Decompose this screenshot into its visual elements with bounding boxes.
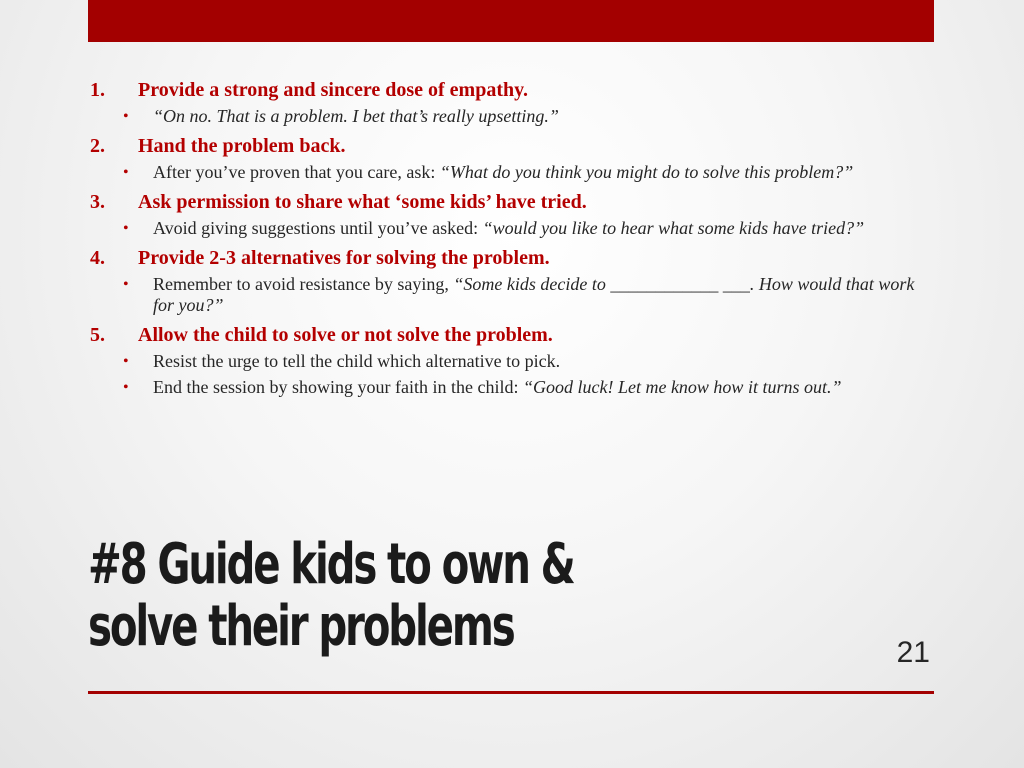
bullet-plain-text: Remember to avoid resistance by saying, [153,274,454,294]
bullet-text [153,351,920,372]
bullet-item [90,162,920,183]
bullet-quote: “What do you think you might do to solve this problem?” [439,162,854,182]
bullet-text [153,162,920,183]
slide-content [90,74,920,403]
step-number: 4. [90,247,105,269]
step-5-bullets [90,351,920,398]
step-heading: Hand the problem back. [138,135,346,157]
bullet-plain-text: Avoid giving suggestions until you’ve asked: [153,218,483,238]
bullet-item [90,218,920,239]
bullet-text [153,218,920,239]
bullet-plain-text: End the session by showing your faith in the child: [153,377,523,397]
bullet-plain-text: After you’ve proven that you care, ask: [153,162,440,182]
step-4-bullets [90,274,920,316]
step-heading: Ask permission to share what ‘some kids’ have tried. [138,191,587,213]
step-number: 2. [90,135,105,157]
step-number: 5. [90,324,105,346]
bullet-plain-text: Resist the urge to tell the child which alternative to pick. [153,351,561,371]
bullet-item [90,274,920,316]
slide-title [88,534,635,658]
top-accent-bar [88,0,934,42]
step-2-bullets [90,162,920,183]
step-4 [90,244,920,272]
bullet-icon: • [123,379,129,396]
step-heading: Provide a strong and sincere dose of empathy. [138,79,529,101]
bullet-icon: • [123,276,129,293]
bullet-quote: “On no. That is a problem. I bet that’s really upsetting.” [153,106,559,126]
bullet-item [90,351,920,372]
bullet-icon: • [123,164,129,181]
page-number: 21 [896,636,930,669]
bullet-text [153,274,920,316]
slide-title-line-2: solve their problems [88,594,514,659]
bullet-item [90,377,920,398]
step-3-bullets [90,218,920,239]
slide-title-line-1: #8 Guide kids to own & [88,532,574,597]
bullet-quote: “Good luck! Let me know how it turns out.” [522,377,842,397]
step-number: 1. [90,79,105,101]
bullet-text [153,106,920,127]
step-number: 3. [90,191,105,213]
bullet-icon: • [123,220,129,237]
bottom-accent-rule [88,691,934,694]
bullet-icon: • [123,353,129,370]
bullet-text [153,377,920,398]
step-heading: Allow the child to solve or not solve the problem. [138,324,553,346]
step-3 [90,188,920,216]
step-2 [90,132,920,160]
bullet-quote: “Some kids decide to ____________ ___. How would that work for you?” [153,274,915,315]
step-5 [90,321,920,349]
bullet-item [90,106,920,127]
bullet-icon: • [123,108,129,125]
step-1 [90,76,920,104]
step-1-bullets [90,106,920,127]
step-heading: Provide 2-3 alternatives for solving the problem. [138,247,550,269]
bullet-quote: “would you like to hear what some kids have tried?” [482,218,865,238]
